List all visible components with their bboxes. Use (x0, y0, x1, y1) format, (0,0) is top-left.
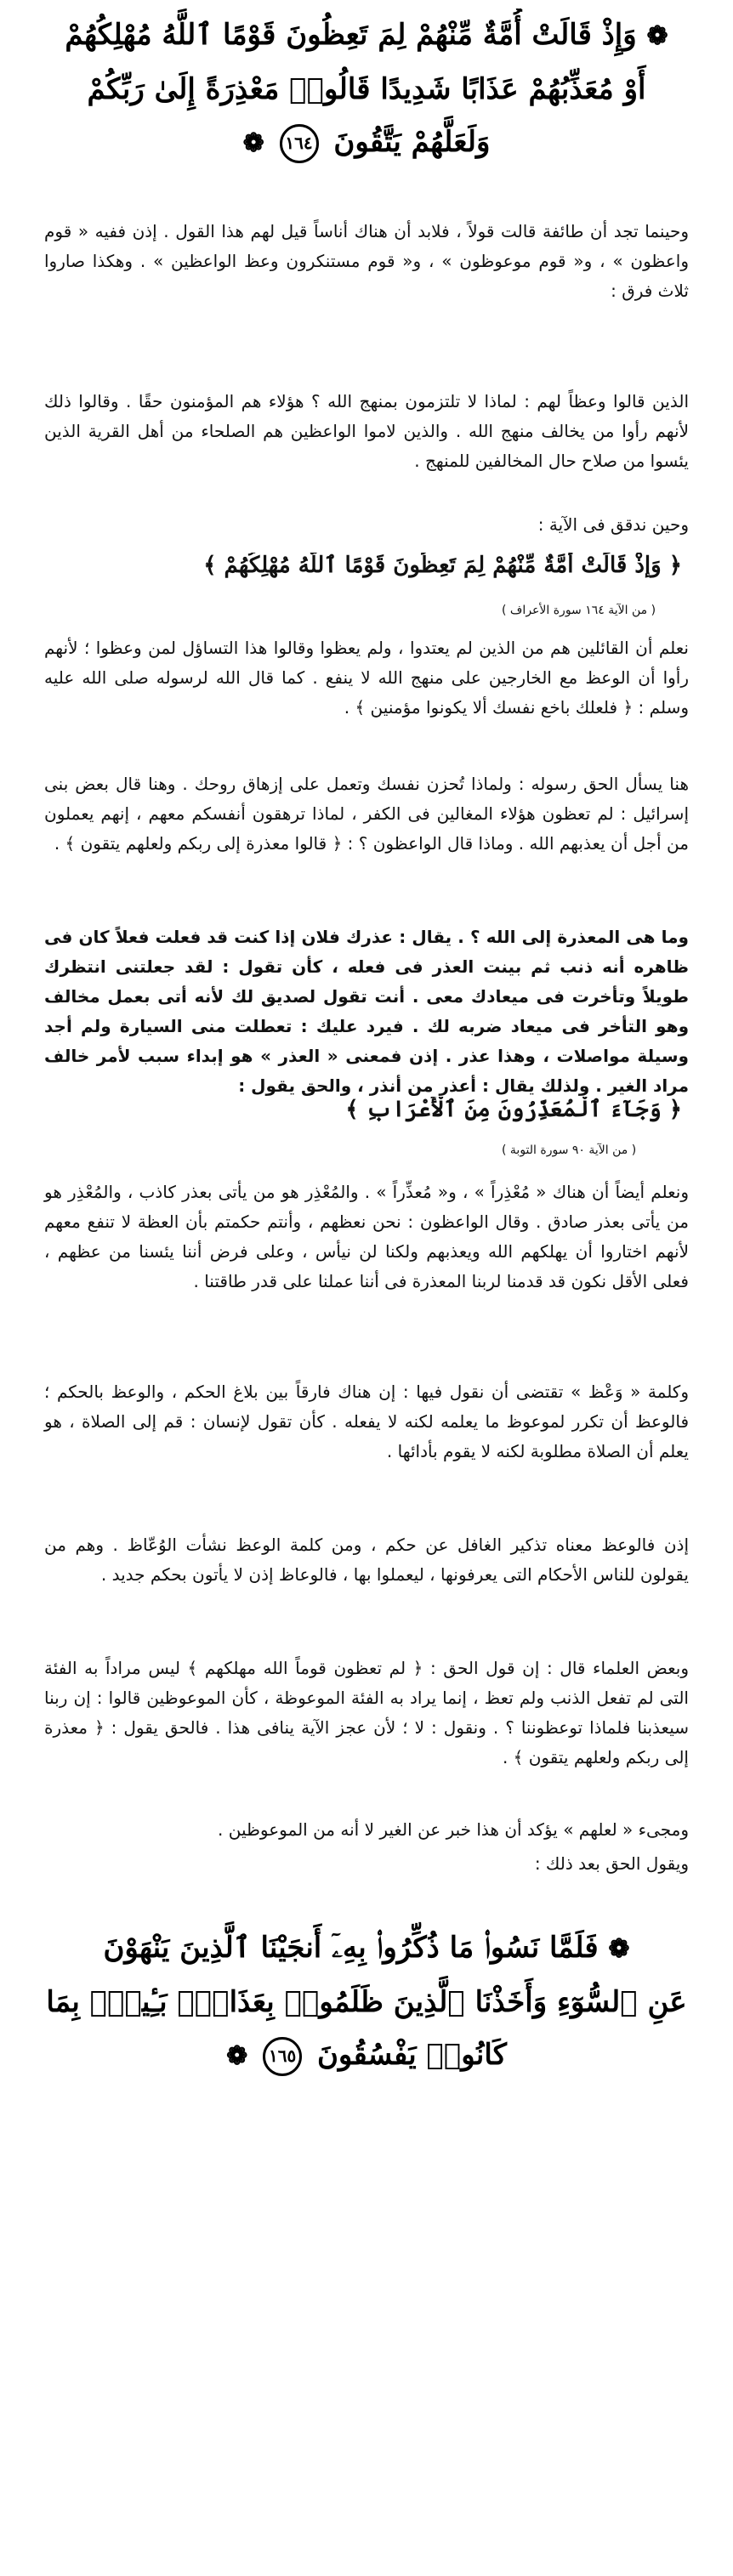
verse-164-line-2: أَوْ مُعَذِّبُهُمْ عَذَابًا شَدِيدًا قَالُوا۟ مَعْذِرَةً إِلَىٰ رَبِّكُمْ (87, 72, 646, 106)
paragraph-2b: وحين ندقق فى الآية : (537, 514, 689, 535)
paragraph-10b: ويقول الحق بعد ذلك : (534, 1853, 689, 1874)
verse-text: وَإِذْ قَالَتْ أُمَّةٌ مِّنْهُمْ لِمَ تَعِظُونَ قَوْمًا ٱللَّهُ مُهْلِكُهُمْ (65, 18, 637, 52)
paragraph-9: وبعض العلماء قال : إن قول الحق : ﴿ لم تعظون قوماً الله مهلكهم ﴾ ليس مراداً به الفئة التى لم تفعل الذنب ولم تعظ ، إنما يراد به الفئة الموعوظة ، كأن الموعوظين قالوا : إن ربنا سيعذبنا فلماذا توعظوننا ؟ . ونقول : لا ؛ لأن عجز الآية ينافى هذا . فالحق يقول : ﴿ معذرة إلى ربكم ولعلهم يتقون ﴾ . (44, 1658, 689, 1767)
inline-verse-2: ﴿ وَجَآءَ ٱلْمُعَذِّرُونَ مِنَ ٱلْأَعْرَابِ ﴾ (345, 1097, 682, 1122)
ornament-icon: ❁ (646, 21, 668, 51)
inline-verse-1: ﴿ وَإِذْ قَالَتْ أُمَّةٌ مِّنْهُمْ لِمَ تَعِظُونَ قَوْمًا ٱللَّهُ مُهْلِكُهُمْ ﴾ (203, 553, 682, 578)
ornament-icon: ❁ (226, 2041, 248, 2071)
ayah-number-badge: ١٦٥ (263, 2037, 302, 2076)
ornament-icon: ❁ (242, 128, 264, 158)
verse-text: كَانُوا۟ يَفْسُقُونَ (316, 2038, 507, 2072)
paragraph-3: نعلم أن القائلين هم من الذين لم يعتدوا ، ولم يعظوا وقالوا هذا التساؤل لمن وعظوا ؛ لأنهم رأوا أن الوعظ مع الخارجين على منهج الله لا ينفع . كما قال الله لرسوله صلى الله عليه وسلم : ﴿ فلعلك باخع نفسك ألا يكونوا مؤمنين ﴾ . (44, 638, 689, 718)
verse-165-line-2: عَنِ ٱلسُّوٓءِ وَأَخَذْنَا ٱلَّذِينَ ظَلَمُوا۟ بِعَذَابٍۭ بَـِٔيسٍۭ بِمَا (46, 1985, 687, 2019)
paragraph-6: ونعلم أيضاً أن هناك « مُعْذِراً » ، و« مُعذِّراً » . والمُعْذِر هو من يأتى بعذر كاذب ، والمُعْذِر هو من يأتى بعذر صادق . وقال الواعظون : نحن نعظهم ، وأنتم حكمتم بأن العظة لا تنفع معهم لأنهم اختاروا أن يهلكهم الله ويعذبهم ولكنا لن نيأس ، وعلى فرض أننا يئسنا من عظهم ، فعلى الأقل نكون قد قدمنا لربنا المعذرة فى أننا عملنا على قدر طاقتنا . (44, 1182, 689, 1291)
paragraph-2: الذين قالوا وعظاً لهم : لماذا لا تلتزمون بمنهج الله ؟ هؤلاء هم المؤمنون حقًا . وقالوا ذلك لأنهم رأوا من يخالف منهج الله . والذين لاموا الواعظين هم الصلحاء من أهل القرية الذين يئسوا من صلاح حال المخالفين للمنهج . (44, 391, 689, 471)
verse-reference-1: ( من الآية ١٦٤ سورة الأعراف ) (502, 604, 656, 617)
paragraph-5: وما هى المعذرة إلى الله ؟ . يقال : عذرك فلان إذا كنت قد فعلت فعلاً كان فى ظاهره أنه ذنب ثم بينت العذر فى فعله ، كأن تقول : لقد جعلتنى انتظرك طويلاً وتأخرت فى ميعادك معى . أنت تقول لصديق لك لأنه أتى بعمل مخالف وهو التأخر فى ميعاد ضربه لك . فيرد عليك : تعطلت منى السيارة ولم أجد وسيلة مواصلات ، وهذا عذر . إذن فمعنى « العذر » هو إبداء سبب لأمر خالف مراد الغير . ولذلك يقال : أعذر من أنذر ، والحق يقول : (44, 927, 689, 1096)
verse-text: وَلَعَلَّهُمْ يَتَّقُونَ (333, 125, 491, 159)
paragraph-8: إذن فالوعظ معناه تذكير الغافل عن حكم ، ومن كلمة الوعظ نشأت الوُعّاظ . وهم من يقولون للناس الأحكام التى يعرفونها ، ليعملوا بها ، فالوعاظ إذن لا يأتون بحكم جديد . (44, 1535, 689, 1585)
verse-164-line-3 (34, 116, 699, 170)
verse-text: فَلَمَّا نَسُوا۟ مَا ذُكِّرُوا۟ بِهِۦٓ أَنجَيْنَا ٱلَّذِينَ يَنْهَوْنَ (103, 1931, 599, 1965)
paragraph-7: وكلمة « وَعْظ » تقتضى أن نقول فيها : إن هناك فارقاً بين بلاغ الحكم ، والوعظ بالحكم ؛ فالوعظ أن تكرر لموعوظ ما يعلمه لكنه لا يفعله . كأن تقول لإنسان : قم إلى الصلاة ، هو يعلم أن الصلاة مطلوبة لكنه لا يقوم بأدائها . (44, 1382, 689, 1461)
paragraph-10: ومجىء « لعلهم » يؤكد أن هذا خبر عن الغير لا أنه من الموعوظين . (218, 1819, 689, 1840)
verse-164-line-1 (34, 9, 699, 63)
verse-165-line-1 (34, 1921, 699, 1976)
paragraph-4: هنا يسأل الحق رسوله : ولماذا تُحزن نفسك وتعمل على إزهاق روحك . وهنا قال بعض بنى إسرائيل : لم تعظون هؤلاء المغالين فى الكفر ، لماذا ترهقون أنفسكم معهم ، إنهم يعملون من أجل أن يعذبهم الله . وماذا قال الواعظون ؟ : ﴿ قالوا معذرة إلى ربكم ولعلهم يتقون ﴾ . (44, 774, 689, 854)
verse-164-block (34, 9, 699, 170)
verse-165-block (34, 1921, 699, 2083)
verse-165-line-3 (34, 2028, 699, 2083)
verse-reference-2: ( من الآية ٩٠ سورة التوبة ) (502, 1143, 637, 1157)
ornament-icon: ❁ (608, 1934, 630, 1964)
ayah-number-badge: ١٦٤ (280, 124, 319, 163)
paragraph-1: وحينما تجد أن طائفة قالت قولاً ، فلابد أن هناك أناساً قيل لهم هذا القول . إذن ففيه « قوم واعظون » ، و« قوم موعوظون » ، و« قوم مستنكرون وعظ الواعظين » . وهكذا صاروا ثلاث فرق : (44, 221, 689, 301)
